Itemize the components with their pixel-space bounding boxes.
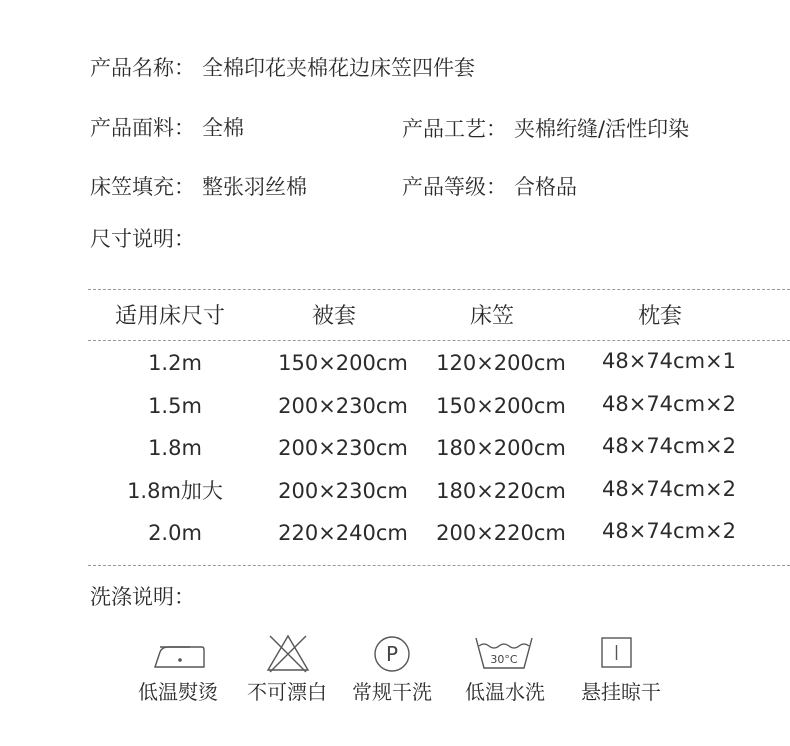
craft-value: 夹棉绗缝/活性印染	[514, 117, 690, 141]
header-duvet: 被套	[311, 304, 357, 329]
wash-caption-iron: 低温熨烫	[138, 680, 218, 704]
size-section-label: 尺寸说明：	[90, 227, 195, 251]
table-cell: 150×200cm	[278, 351, 408, 375]
table-cell: 150×200cm	[436, 394, 566, 418]
craft-label: 产品工艺：	[402, 117, 507, 141]
table-cell: 2.0m	[148, 521, 202, 545]
table-cell: 1.5m	[148, 394, 202, 418]
table-cell: 1.8m	[148, 436, 202, 460]
iron-low-heat-icon	[150, 636, 210, 672]
grade-label: 产品等级：	[402, 175, 507, 199]
dry-clean-symbol: P	[385, 642, 399, 666]
wash-30-icon	[474, 634, 534, 672]
table-cell: 200×230cm	[278, 436, 408, 460]
table-top-divider	[88, 289, 790, 290]
line-dry-icon	[600, 636, 634, 670]
fabric-label: 产品面料：	[90, 116, 195, 140]
table-cell: 120×200cm	[436, 351, 566, 375]
table-cell: 200×230cm	[278, 394, 408, 418]
grade-value: 合格品	[514, 175, 577, 199]
wash-caption-dryclean: 常规干洗	[352, 680, 432, 704]
fill-label: 床笠填充：	[90, 175, 195, 199]
wash-caption-bleach: 不可漂白	[247, 680, 327, 704]
dry-clean-p-icon	[372, 634, 412, 674]
fill-value: 整张羽丝棉	[202, 175, 307, 199]
product-name-label: 产品名称：	[90, 56, 195, 80]
no-bleach-icon	[264, 632, 312, 674]
table-cell: 180×220cm	[436, 479, 566, 503]
product-name-value: 全棉印花夹棉花边床笠四件套	[202, 56, 475, 80]
table-cell: 200×230cm	[278, 479, 408, 503]
wash-section-label: 洗涤说明：	[90, 585, 195, 609]
table-cell: 220×240cm	[278, 521, 408, 545]
table-cell: 48×74cm×2	[602, 519, 736, 543]
table-cell: 1.8m加大	[127, 479, 223, 503]
fabric-value: 全棉	[202, 116, 244, 140]
header-fitted-sheet: 床笠	[469, 304, 515, 329]
table-cell: 48×74cm×2	[602, 434, 736, 458]
table-cell: 48×74cm×1	[602, 349, 736, 373]
wash-temp-symbol: 30°C	[490, 653, 518, 666]
table-cell: 1.2m	[148, 351, 202, 375]
table-cell: 180×200cm	[436, 436, 566, 460]
table-cell: 48×74cm×2	[602, 392, 736, 416]
table-cell: 48×74cm×2	[602, 477, 736, 501]
wash-caption-wash: 低温水洗	[465, 680, 545, 704]
table-bottom-divider	[88, 565, 790, 566]
header-bed-size: 适用床尺寸	[114, 304, 226, 329]
header-pillowcase: 枕套	[637, 304, 683, 329]
table-cell: 200×220cm	[436, 521, 566, 545]
table-header-divider	[88, 340, 790, 341]
wash-caption-dry: 悬挂晾干	[581, 680, 661, 704]
